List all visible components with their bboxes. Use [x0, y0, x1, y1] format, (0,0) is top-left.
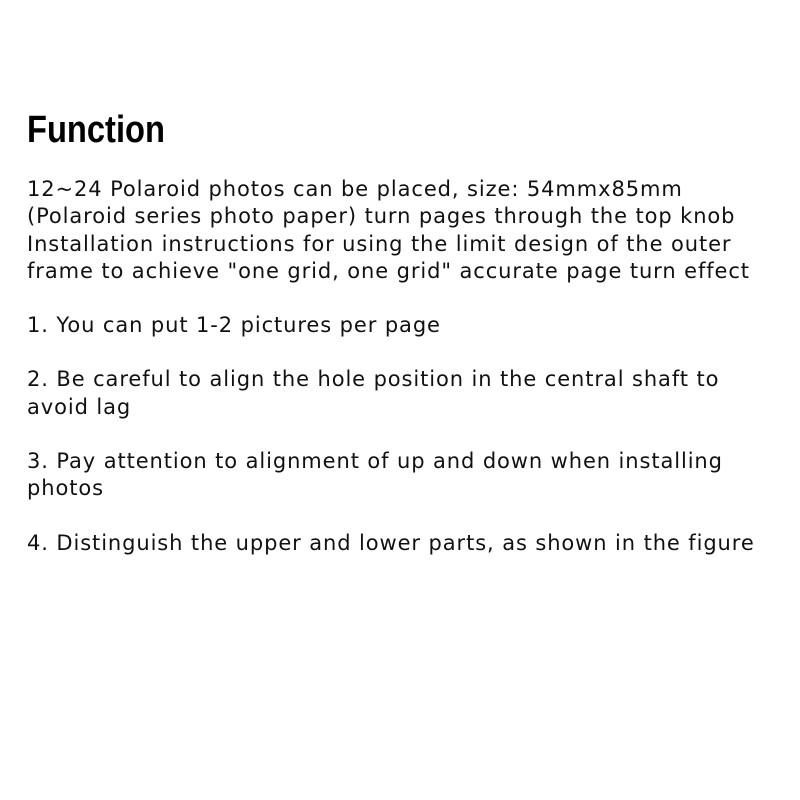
- intro-paragraph-size: 12~24 Polaroid photos can be placed, size: 54mmx85mm (Polaroid series photo paper) turn pages through the top knob: [27, 177, 736, 229]
- instruction-list: [27, 312, 787, 557]
- document-body: [27, 176, 787, 557]
- list-item: 4. Distinguish the upper and lower parts, as shown in the figure: [27, 530, 755, 555]
- list-item: 3. Pay attention to alignment of up and down when installing photos: [27, 449, 723, 501]
- list-item: 2. Be careful to align the hole position in the central shaft to avoid lag: [27, 367, 720, 419]
- document: [27, 104, 787, 584]
- list-item: 1. You can put 1-2 pictures per page: [27, 313, 441, 338]
- page-title: Function: [27, 109, 165, 151]
- intro-paragraph-installation: Installation instructions for using the limit design of the outer frame to achieve "one grid, one grid" accurate page turn effect: [27, 231, 750, 283]
